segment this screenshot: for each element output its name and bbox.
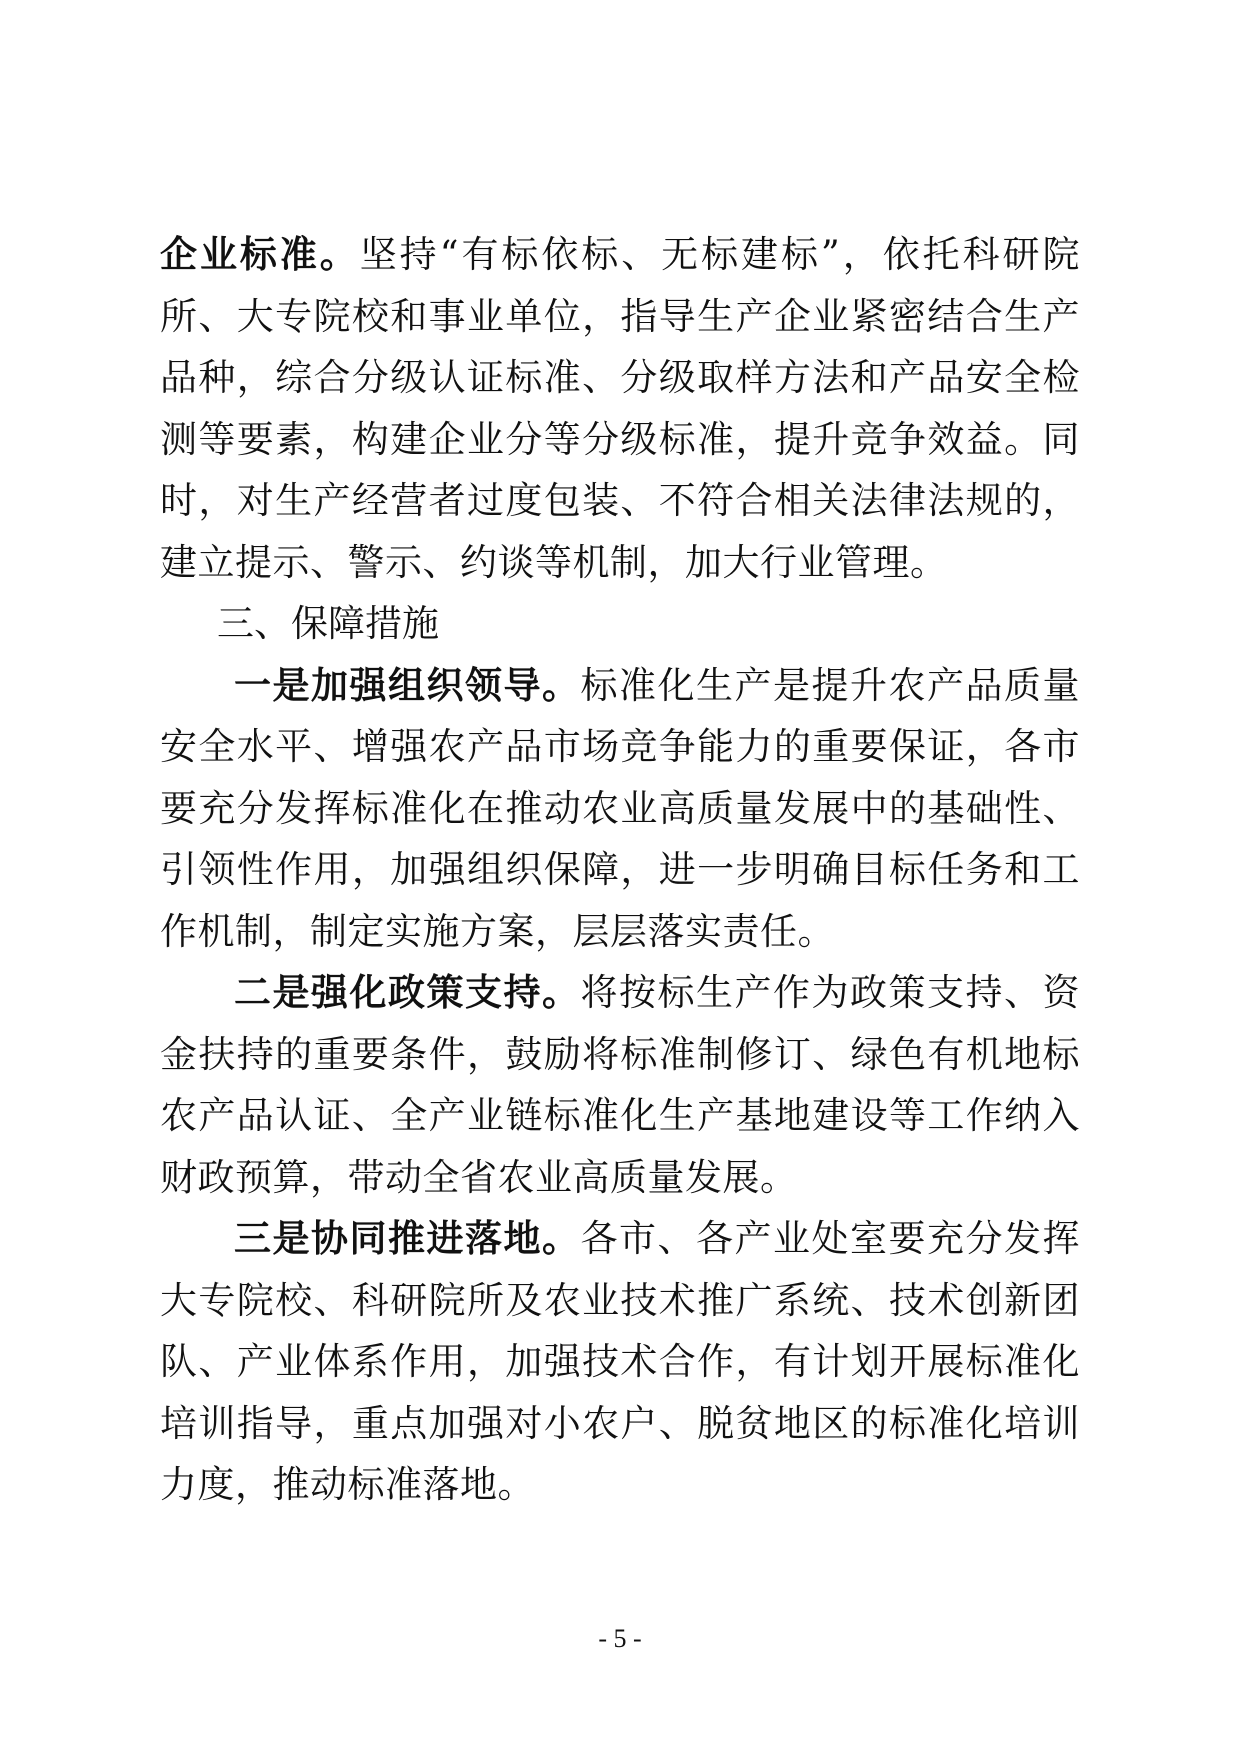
intro-paragraph bbox=[160, 224, 1080, 593]
section-heading: 三、保障措施 bbox=[217, 602, 439, 645]
measure-text-2: 将按标生产作为政策支持、资金扶持的重要条件，鼓励将标准制修订、绿色有机地标农产品认证、全产业链标准化生产基地建设等工作纳入财政预算，带动全省农业高质量发展。 bbox=[160, 971, 1080, 1199]
measure-lead-1: 一是加强组织领导。 bbox=[234, 663, 581, 707]
measure-lead-3: 三是协同推进落地。 bbox=[234, 1217, 581, 1260]
measure-paragraph-1 bbox=[160, 655, 1080, 963]
measure-lead-2: 二是强化政策支持。 bbox=[234, 971, 581, 1014]
page-number: - 5 - bbox=[598, 1624, 642, 1653]
measure-paragraph-3 bbox=[160, 1208, 1080, 1516]
document-body bbox=[160, 224, 1080, 1516]
intro-text: 坚持“有标依标、无标建标”，依托科研院所、大专院校和事业单位，指导生产企业紧密结合生产品种，综合分级认证标准、分级取样方法和产品安全检测等要素，构建企业分等分级标准，提升竞争效益。同时，对生产经营者过度包装、不符合相关法律法规的，建立提示、警示、约谈等机制，加大行业管理。 bbox=[160, 233, 1080, 584]
measure-text-1: 标准化生产是提升农产品质量安全水平、增强农产品市场竞争能力的重要保证，各市要充分发挥标准化在推动农业高质量发展中的基础性、引领性作用，加强组织保障，进一步明确目标任务和工作机制，制定实施方案，层层落实责任。 bbox=[160, 663, 1080, 953]
intro-lead: 企业标准。 bbox=[160, 233, 360, 276]
measure-text-3: 各市、各产业处室要充分发挥大专院校、科研院所及农业技术推广系统、技术创新团队、产业体系作用，加强技术合作，有计划开展标准化培训指导，重点加强对小农户、脱贫地区的标准化培训力度，推动标准落地。 bbox=[160, 1217, 1080, 1506]
measure-paragraph-2 bbox=[160, 962, 1080, 1208]
